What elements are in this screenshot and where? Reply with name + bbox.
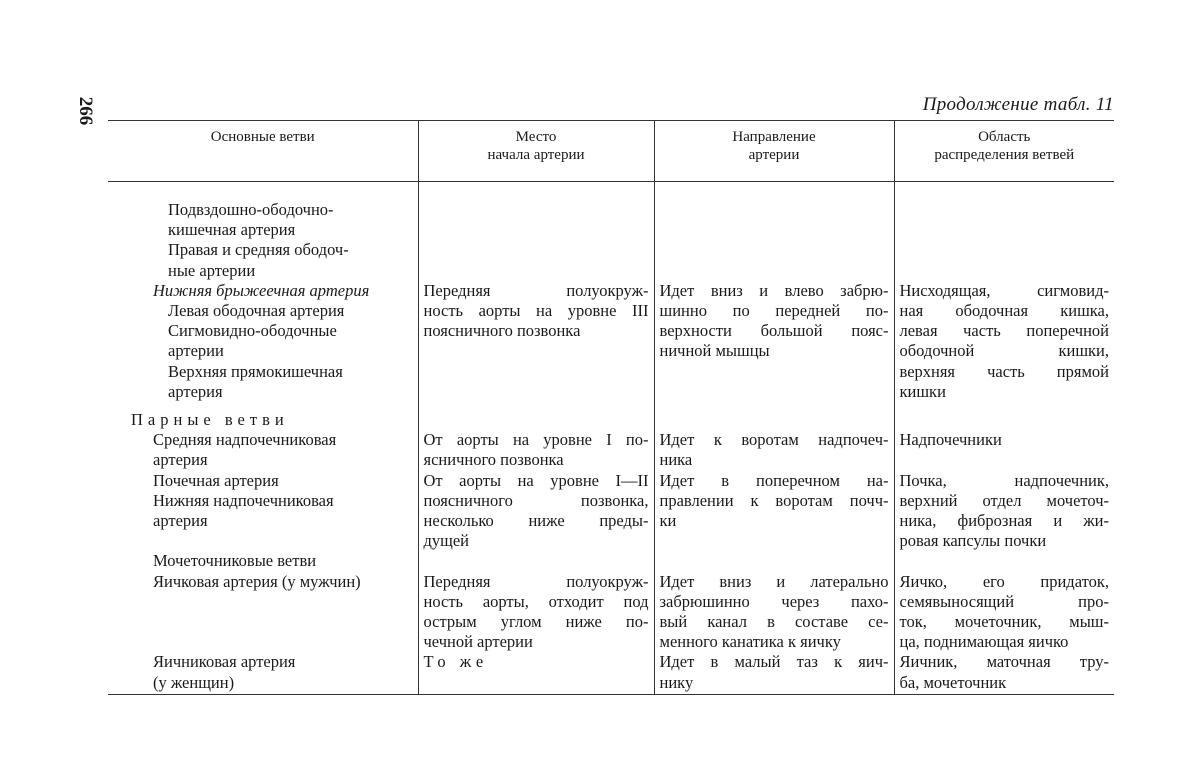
direction-line: вый канал в составе се- [659,612,889,632]
direction-line: менного канатика к яичку [659,632,841,652]
distribution-line: ток, мочеточник, мыш- [899,612,1109,632]
section-title: Парные ветви [131,410,289,430]
origin-line: чечной артерии [423,632,533,652]
origin-line: ясничного позвонка [423,450,564,470]
table-row [108,652,1114,694]
origin-line: От аорты на уровне I—II [423,470,649,490]
origin-line: Передняя полуокруж- [423,280,649,300]
distribution-line: семявыносящий про- [899,591,1109,611]
distribution-line: ника, фиброзная и жи- [899,511,1109,531]
table-row [108,572,1114,653]
origin-line: поясничного позвонка [423,321,581,341]
branch-line: Нижняя надпочечниковая [153,490,334,510]
table-row [108,430,1114,470]
branch-line: артерии [168,341,224,361]
branch-cell [108,200,418,281]
direction-line: ничной мышцы [659,341,770,361]
origin-line: дущей [423,531,470,551]
branch-line: Мочеточниковые ветви [153,551,317,571]
origin-cell [418,471,654,572]
branch-line: артерия [153,511,208,531]
branch-line: Левая ободочная артерия [168,301,345,321]
direction-cell [654,572,894,653]
distribution-line: левая часть поперечной [899,321,1109,341]
branch-line: Яичковая артерия (у мужчин) [153,571,361,591]
branch-line: (у женщин) [153,672,235,692]
direction-line: ки [659,511,677,531]
direction-line: Идет к воротам надпочеч- [659,430,889,450]
branch-title: Нижняя брыжеечная артерия [153,280,370,300]
artery-table [108,120,1114,695]
direction-cell [654,281,894,402]
origin-line: ность аорты на уровне III [423,301,649,321]
distribution-cell [894,572,1114,653]
direction-line: Идет вниз и влево забрю- [659,280,889,300]
direction-line: нику [659,672,694,692]
distribution-cell [894,652,1114,694]
direction-line: Идет в поперечном на- [659,470,889,490]
direction-line: правлении к воротам почч- [659,490,889,510]
origin-line: поясничного позвонка, [423,490,649,510]
distribution-line: ровая капсулы почки [899,531,1047,551]
distribution-line: верхний отдел мочеточ- [899,490,1109,510]
direction-line: шинно по передней по- [659,301,889,321]
direction-line: забрюшинно через пахо- [659,591,889,611]
section-row [108,402,1114,430]
branch-line: артерия [168,381,223,401]
distribution-line: кишки [899,381,946,401]
header-direction: Направление артерии [654,121,894,182]
branch-cell [108,572,418,653]
origin-line: несколько ниже преды- [423,511,649,531]
origin-cell [418,652,654,694]
branch-line: ные артерии [168,260,256,280]
direction-line: Идет в малый таз к яич- [659,652,889,672]
distribution-cell [894,430,1114,470]
branch-cell [108,281,418,402]
direction-cell [654,430,894,470]
direction-line: Идет вниз и латерально [659,571,889,591]
branch-line: Почечная артерия [153,470,279,490]
origin-line: острым углом ниже по- [423,612,649,632]
branch-line: Правая и средняя ободоч- [168,240,349,260]
branch-line: Средняя надпочечниковая [153,430,337,450]
table-header-row [108,121,1114,182]
origin-line: Передняя полуокруж- [423,571,649,591]
table-row [108,200,1114,281]
origin-line: ность аорты, отходит под [423,591,649,611]
distribution-line: ба, мочеточник [899,672,1007,692]
distribution-cell [894,281,1114,402]
origin-cell [418,281,654,402]
branch-line: кишечная артерия [168,220,296,240]
distribution-line: ная ободочная кишка, [899,301,1109,321]
branch-line: артерия [153,450,208,470]
direction-cell [654,471,894,572]
distribution-line: Надпочечники [899,430,1002,450]
origin-cell [418,572,654,653]
branch-cell [108,652,418,694]
table-row [108,281,1114,402]
branch-cell [108,430,418,470]
origin-line: От аорты на уровне I по- [423,430,649,450]
direction-cell [654,652,894,694]
branch-line: Верхняя прямокишечная [168,361,343,381]
distribution-line: Почка, надпочечник, [899,470,1109,490]
distribution-line: Яичник, маточная тру- [899,652,1109,672]
branch-line: Сигмовидно-ободочные [168,321,337,341]
distribution-line: Яичко, его придаток, [899,571,1109,591]
direction-line: верхности большой пояс- [659,321,889,341]
origin-cell [418,430,654,470]
distribution-line: ца, поднимающая яичко [899,632,1069,652]
header-main-branches: Основные ветви [108,121,418,182]
distribution-cell [894,471,1114,572]
table-continuation-caption: Продолжение табл. 11 [922,94,1114,115]
origin-line: То же [423,652,489,672]
header-origin: Место начала артерии [418,121,654,182]
page-number: 266 [75,96,96,126]
branch-cell [108,471,418,572]
header-distribution: Область распределения ветвей [894,121,1114,182]
table-row [108,471,1114,572]
branch-line: Подвздошно-ободочно- [168,200,334,219]
distribution-line: верхняя часть прямой [899,361,1109,381]
distribution-line: Нисходящая, сигмовид- [899,280,1109,300]
branch-line: Яичниковая артерия [153,652,296,672]
distribution-line: ободочной кишки, [899,341,1109,361]
direction-line: ника [659,450,693,470]
